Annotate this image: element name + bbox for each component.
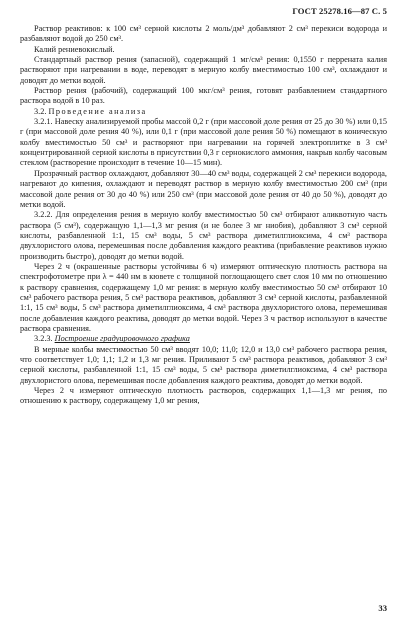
paragraph-3-2-1: 3.2.1. Навеску анализируемой пробы массой 0,2 г (при массовой доле рения от 25 до 30 %) или 0,15 г (при массовой доле рения 40 %), или 0,1 г (при массовой доле рения 50 %) помещают в коническую колбу вместимостью 50 см³ и растворяют при нагревании на горячей электроплитке в 3 см³ концентрированной серной кислоты в присутствии 0,3 г сернокислого аммония, накрыв колбу часовым стеклом (растворение происходит в течение 10—15 мин). [20,117,387,168]
paragraph-calibration: В мерные колбы вместимостью 50 см³ вводят 10,0; 11,0; 12,0 и 13,0 см³ рабочего раствора рения, что соответствует 1,0; 1,1; 1,2 и 1,3 мг рения. Приливают 5 см³ раствора реактивов, добавляют 3 см³ серной кислоты, разбавленной 1:1, 15 см³ воды, 5 см³ раствора диметилглиоксима, 4 см³ раствора двухлористого олова, перемешивая после добавления каждого реактива, доводят до метки водой. [20,344,387,385]
paragraph-optical-density: Через 2 ч измеряют оптическую плотность растворов, содержащих 1,1—1,3 мг рения, по отношению к раствору, содержащему 1,0 мг рения, [20,386,387,406]
section-heading [20,107,387,117]
paragraph-potassium-perrhenate: Калий рениевокислый. [34,44,115,54]
paragraph-3-2-2: 3.2.2. Для определения рения в мерную колбу вместимостью 50 см³ отбирают аликвотную часть раствора (5 см³), содержащую 1,1—1,3 мг рения (и не более 3 мг ниобия), добавляют 3 см³ серной кислоты, разбавленной 1:1, 15 см³ воды, 5 см³ раствора диметилглиоксима, 4 см³ раствора двухлористого олова, перемешивая после добавления каждого реактива (прибавление реактивов нужно производить быстро), доводят до метки водой. [20,210,387,261]
page-number: 33 [378,602,387,613]
section-number: 3.2. [34,106,47,116]
paragraph-working-solution: Раствор рения (рабочий), содержащий 100 мкг/см³ рения, готовят разбавлением стандартного раствора водой в 10 раз. [20,86,387,106]
subsection-title: Построение градуировочного графика [54,334,190,344]
running-header: ГОСТ 25278.16—87 С. 5 [292,6,387,16]
paragraph-measurement: Через 2 ч (окрашенные растворы устойчивы 6 ч) измеряют оптическую плотность раствора на спектрофотометре при λ = 440 нм в кювете с толщиной поглощающего свет слоя 10 мм по отношению к раствору сравнения, содержащему 1,0 мг рения: в мерную колбу вместимостью 50 см³ отбирают 10 см³ рабочего раствора рения, 5 см³ раствора реактивов, добавляют 3 см³ серной кислоты, разбавленной 1:1, 15 см³ воды, 5 см³ раствора диметилглиоксима, 4 см³ раствора двухлористого олова, перемешивая после добавления каждого реактива, доводят до метки водой. Через 3 ч раствор используют в качестве раствора сравнения. [20,261,387,333]
paragraph-dilution: Прозрачный раствор охлаждают, добавляют 30—40 см³ воды, содержащей 2 см³ перекиси водорода, нагревают до кипения, охлаждают и переводят раствор в мерную колбу вместимостью 200 см³ (при массовой доле рения от 30 до 40 %) или 250 см³ (при массовой доле рения от 40 до 50 %), доводят до метки водой. [20,168,387,209]
subsection-heading [20,334,387,344]
paragraph-reagent-solution: Раствор реактивов: к 100 см³ серной кислоты 2 моль/дм³ добавляют 2 см³ перекиси водорода и разбавляют водой до 250 см³. [20,24,387,44]
paragraph-stock-solution: Стандартный раствор рения (запасной), содержащий 1 мг/см³ рения: 0,1550 г перрената калия растворяют при нагревании в воде, переводят в мерную колбу вместимостью 100 см³, охлаждают и доводят до метки водой. [20,55,387,85]
section-title: Проведение анализа [48,106,147,116]
subsection-number: 3.2.3. [34,334,53,344]
